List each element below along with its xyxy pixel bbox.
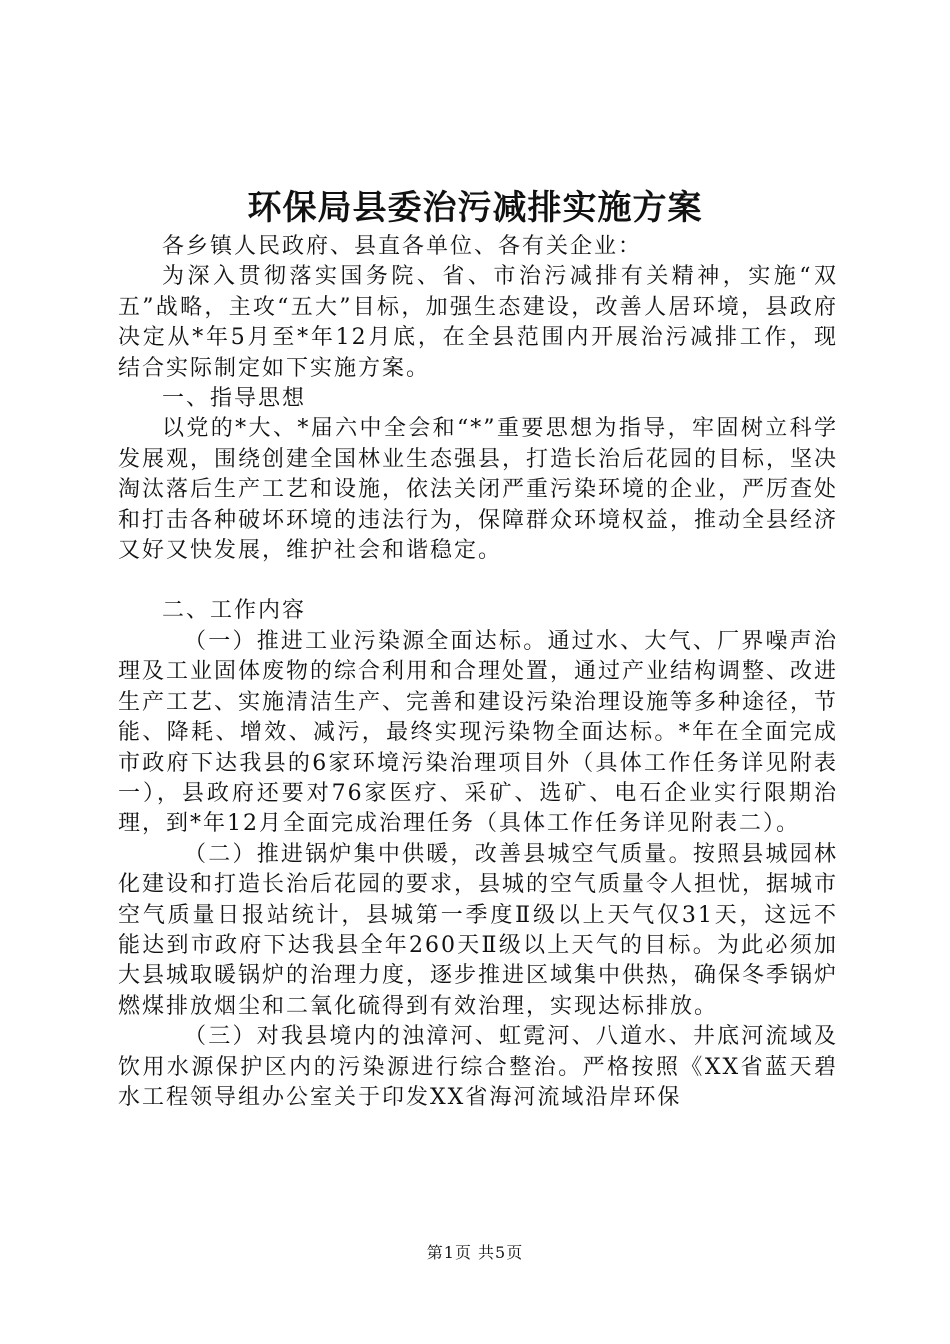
intro-paragraph: 为深入贯彻落实国务院、省、市治污减排有关精神，实施“双五”战略，主攻“五大”目标，加强生态建设，改善人居环境，县政府决定从*年5月至*年12月底，在全县范围内开展治污减排工作，现结合实际制定如下实施方案。 [118,264,838,381]
document-title: 环保局县委治污减排实施方案 [247,188,703,228]
guiding-ideology-paragraph: 以党的*大、*届六中全会和“*”重要思想为指导，牢固树立科学发展观，围绕创建全国林业生态强县，打造长治后花园的目标，坚决淘汰落后生产工艺和设施，依法关闭严重污染环境的企业，严厉查处和打击各种破坏环境的违法行为，保障群众环境权益，推动全县经济又好又快发展，维护社会和谐稳定。 [118,416,839,564]
document-body [118,232,838,1113]
section-heading-work-content: 二、工作内容 [162,598,307,624]
work-item-1-paragraph: （一）推进工业污染源全面达标。通过水、大气、厂界噪声治理及工业固体废物的综合利用和合理处置，通过产业结构调整、改进生产工艺、实施清洁生产、完善和建设污染治理设施等多种途径，节能、降耗、增效、减污，最终实现污染物全面达标。*年在全面完成市政府下达我县的6家环境污染治理项目外（具体工作任务详见附表一），县政府还要对76家医疗、采矿、选矿、电石企业实行限期治理，到*年12月全面完成治理任务（具体工作任务详见附表二）。 [118,628,839,837]
work-item-3-paragraph: （三）对我县境内的浊漳河、虹霓河、八道水、井底河流域及饮用水源保护区内的污染源进行综合整治。严格按照《XX省蓝天碧水工程领导组办公室关于印发XX省海河流域沿岸环保 [118,1024,838,1110]
salutation: 各乡镇人民政府、县直各单位、各有关企业： [162,234,643,259]
page-number: 第1页 共5页 [426,1243,524,1262]
paragraph-spacer [118,566,838,596]
work-item-2-paragraph: （二）推进锅炉集中供暖，改善县城空气质量。按照县城园林化建设和打造长治后花园的要求，县城的空气质量令人担忧，据城市空气质量日报站统计，县城第一季度Ⅱ级以上天气仅31天，这远不能达到市政府下达我县全年260天Ⅱ级以上天气的目标。为此必须加大县城取暖锅炉的治理力度，逐步推进区域集中供热，确保冬季锅炉燃煤排放烟尘和二氧化硫得到有效治理，实现达标排放。 [118,841,839,1019]
section-heading-guiding-ideology: 一、指导思想 [162,386,307,412]
